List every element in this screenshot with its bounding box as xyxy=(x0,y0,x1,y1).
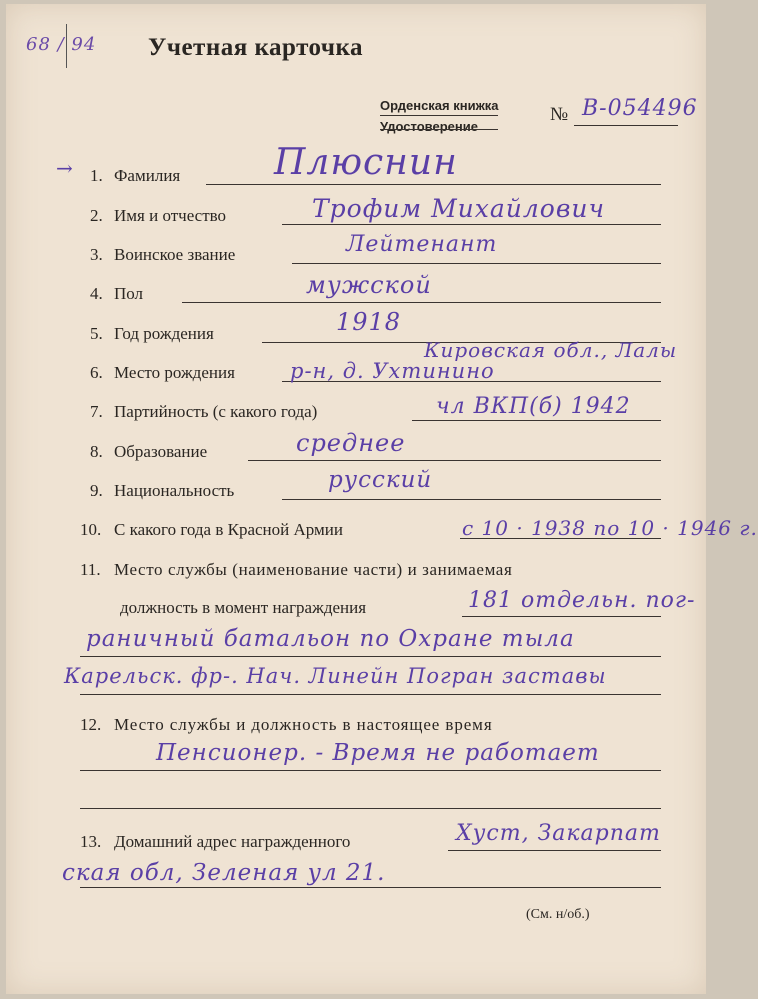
field-2-label: Имя и отчество xyxy=(114,206,227,225)
field-3-num: 3. xyxy=(90,245,103,264)
corner-divider xyxy=(66,24,67,68)
field-13-value-line1: Хуст, Закарпат xyxy=(456,821,661,846)
doc-type-strike xyxy=(380,129,498,130)
doc-type-divider xyxy=(380,115,498,116)
corner-number: 68 / 94 xyxy=(26,34,97,55)
arrow-mark-icon: → xyxy=(56,156,74,180)
field-12-num: 12. xyxy=(80,715,102,734)
field-11-num: 11. xyxy=(80,560,101,579)
field-11-value-line2: раничный батальон по Охране тыла xyxy=(86,626,575,652)
field-9-num: 9. xyxy=(90,481,103,500)
field-3-value: Лейтенант xyxy=(346,232,498,257)
field-6-label: Место рождения xyxy=(114,363,235,382)
field-7-num: 7. xyxy=(90,402,103,421)
field-7-label: Партийность (с какого года) xyxy=(114,402,318,421)
field-8-line xyxy=(248,460,661,461)
field-13-num: 13. xyxy=(80,832,102,851)
field-3-line xyxy=(292,263,661,264)
field-7-value: чл ВКП(б) 1942 xyxy=(436,394,631,419)
field-11-value-line1: 181 отдельн. пог- xyxy=(468,588,696,613)
field-6-value-line2: р-н, д. Ухтинино xyxy=(290,359,495,383)
field-9-label: Национальность xyxy=(114,481,235,500)
field-13-value-line2: ская обл, Зеленая ул 21. xyxy=(62,860,386,886)
field-7-line xyxy=(412,420,661,421)
number-prefix: № xyxy=(550,104,569,125)
field-11-label-line2: должность в момент награждения xyxy=(120,598,367,617)
number-line xyxy=(574,125,678,126)
field-8-label: Образование xyxy=(114,442,208,461)
field-11-line3 xyxy=(80,694,661,695)
field-4-num: 4. xyxy=(90,284,103,303)
field-2-num: 2. xyxy=(90,206,103,225)
field-1-line xyxy=(206,184,661,185)
field-9-value: русский xyxy=(328,467,433,493)
field-9-line xyxy=(282,499,661,500)
record-card xyxy=(6,4,758,994)
field-8-value: среднее xyxy=(296,429,406,457)
doc-type-order-book: Орденская книжка xyxy=(380,98,499,113)
field-12-label: Место службы и должность в настоящее время xyxy=(114,715,493,734)
field-1-num: 1. xyxy=(90,166,103,185)
field-5-label: Год рождения xyxy=(114,324,214,343)
field-4-label: Пол xyxy=(114,284,144,303)
field-13-line1 xyxy=(448,850,661,851)
field-11-line2 xyxy=(80,656,661,657)
field-5-value: 1918 xyxy=(336,308,402,336)
field-5-num: 5. xyxy=(90,324,103,343)
field-8-num: 8. xyxy=(90,442,103,461)
field-11-line1 xyxy=(462,616,661,617)
field-6-value-line1: Кировская обл., Лалы xyxy=(424,338,678,362)
field-12-line1 xyxy=(80,770,661,771)
field-12-value: Пенсионер. - Время не работает xyxy=(156,740,600,766)
doc-type-certificate: Удостоверение xyxy=(380,119,478,134)
field-11-value-line3: Карельск. фр-. Нач. Линейн Погран заставы xyxy=(64,664,607,688)
field-1-value: Плюснин xyxy=(274,142,458,183)
field-13-label: Домашний адрес награжденного xyxy=(114,832,351,851)
footer-note: (См. н/об.) xyxy=(526,907,590,922)
number-value: В-054496 xyxy=(582,96,698,121)
field-10-value: с 10 · 1938 по 10 · 1946 г. xyxy=(462,516,758,540)
field-11-label-line1: Место службы (наименование части) и занимаемая xyxy=(114,560,513,579)
field-10-label: С какого года в Красной Армии xyxy=(114,520,343,539)
field-10-num: 10. xyxy=(80,520,102,539)
field-3-label: Воинское звание xyxy=(114,245,236,264)
field-13-line2 xyxy=(80,887,661,888)
field-4-value: мужской xyxy=(306,271,432,299)
field-1-label: Фамилия xyxy=(114,166,181,185)
field-12-line2 xyxy=(80,808,661,809)
field-6-num: 6. xyxy=(90,363,103,382)
field-2-value: Трофим Михайлович xyxy=(312,194,606,223)
card-title: Учетная карточка xyxy=(148,34,364,61)
field-2-line xyxy=(282,224,661,225)
field-4-line xyxy=(182,302,661,303)
